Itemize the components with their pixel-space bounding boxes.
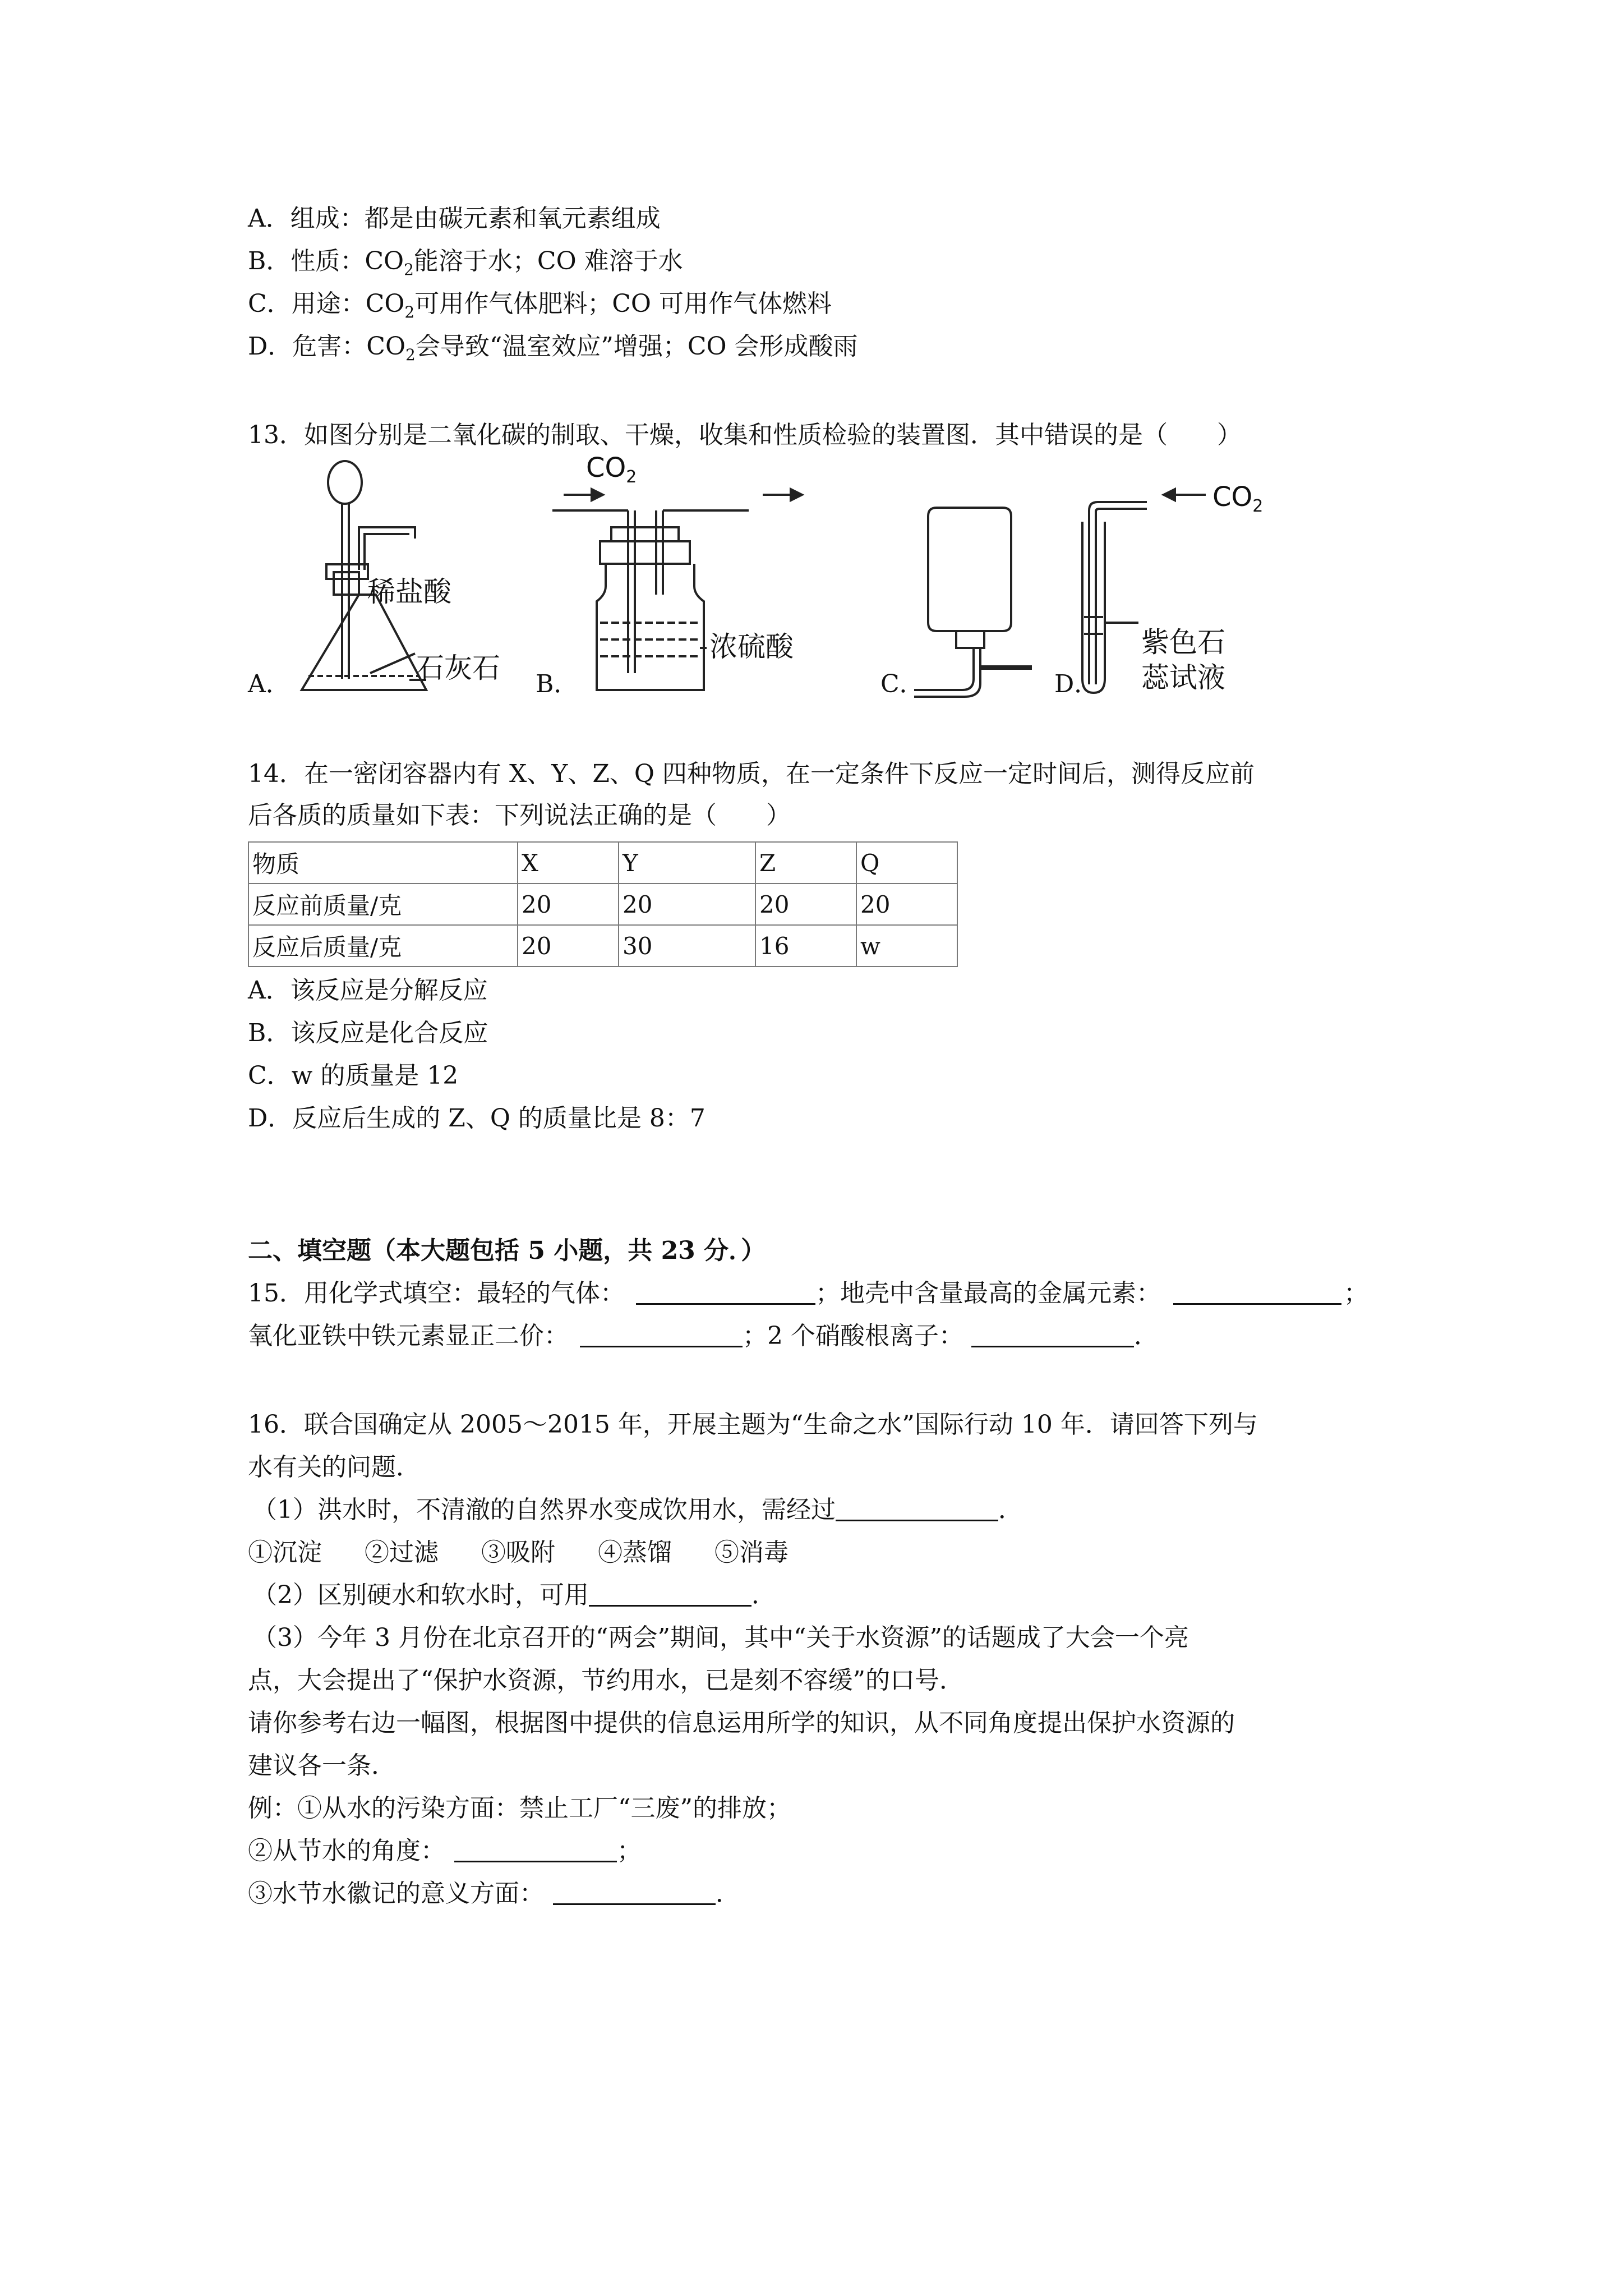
table-cell: 30: [619, 925, 755, 967]
answer-blank-metal-element[interactable]: [1173, 1278, 1341, 1305]
table-header-cell: Y: [619, 842, 755, 884]
q12-option-d-text: D．危害：CO: [248, 332, 406, 361]
table-row: [248, 925, 957, 967]
q15-text: 氧化亚铁中铁元素显正二价：: [248, 1322, 569, 1350]
table-cell: 16: [755, 925, 856, 967]
q15-line-2: [248, 1319, 1159, 1353]
q16-example-2: [248, 1834, 642, 1868]
table-cell: 20: [619, 884, 755, 925]
q16-part-3-line-4: 建议各一条．: [248, 1751, 396, 1780]
section-2-title: 二、填空题（本大题包括 5 小题，共 23 分．）: [248, 1236, 766, 1265]
label-conc-h2so4: 浓硫酸: [709, 631, 794, 663]
q15-text: 15．用化学式填空：最轻的气体：: [248, 1279, 625, 1308]
choice-item: ⑤消毒: [714, 1538, 789, 1567]
table-cell: 20: [856, 884, 957, 925]
apparatus-b-bottle: [552, 510, 749, 690]
q12-option-c: [248, 287, 832, 329]
q16-text: （2）区别硬水和软水时，可用: [252, 1581, 589, 1609]
q13-stem: 13．如图分别是二氧化碳的制取、干燥，收集和性质检验的装置图．其中错误的是（ ）: [248, 421, 1242, 449]
label-litmus-1: 紫色石: [1141, 626, 1225, 659]
answer-blank-water-saving[interactable]: [454, 1836, 617, 1862]
label-co2-d: $CO_2$: [1212, 481, 1264, 516]
table-cell: 20: [518, 925, 619, 967]
q15-text: ．: [1133, 1322, 1159, 1350]
q13-option-b-label: B．: [536, 670, 579, 698]
q12-option-c-text: 可用作气体肥料；CO 可用作气体燃料: [414, 289, 832, 318]
q16-text: ．: [751, 1581, 776, 1609]
table-row: [248, 884, 957, 925]
subscript: 2: [405, 346, 416, 364]
apparatus-c-jar: [914, 508, 1032, 697]
q14-option-c: C．w 的质量是 12: [248, 1061, 459, 1090]
q16-text: ．: [716, 1879, 740, 1908]
q16-part-3-line-2: 点，大会提出了“保护水资源，节约用水，已是刻不容缓”的口号．: [248, 1666, 964, 1695]
answer-blank-purification[interactable]: [836, 1495, 998, 1521]
q13-option-c-label: C．: [880, 670, 924, 698]
q14-option-d: D．反应后生成的 Z、Q 的质量比是 8：7: [248, 1104, 706, 1133]
table-header-row: [248, 842, 957, 884]
label-co2-b: $CO_2$: [586, 454, 637, 487]
q15-text: ；: [1344, 1279, 1368, 1308]
q16-part-1: [252, 1493, 1023, 1527]
answer-blank-lightest-gas[interactable]: [636, 1278, 815, 1305]
label-litmus-2: 蕊试液: [1141, 661, 1225, 694]
q14-option-a: A．该反应是分解反应: [248, 976, 488, 1005]
q16-text: ②从节水的角度：: [248, 1837, 445, 1865]
table-cell: 20: [755, 884, 856, 925]
q16-text: ；: [617, 1837, 642, 1865]
q16-part-3-line-3: 请你参考右边一幅图，根据图中提供的信息运用所学的知识，从不同角度提出保护水资源的: [248, 1709, 1235, 1737]
q16-part-3-line-1: （3）今年 3 月份在北京召开的“两会”期间，其中“关于水资源”的话题成了大会一个亮: [252, 1623, 1189, 1652]
q14-stem-line-1: 14．在一密闭容器内有 X、Y、Z、Q 四种物质，在一定条件下反应一定时间后，测得反应前: [248, 760, 1255, 788]
q14-mass-table: [248, 841, 958, 967]
table-header-cell: 物质: [248, 842, 518, 884]
table-cell: 反应前质量/克: [248, 884, 518, 925]
table-cell: 反应后质量/克: [248, 925, 518, 967]
choice-item: ①沉淀: [248, 1538, 322, 1567]
q12-option-d: [248, 330, 858, 372]
table-cell: 20: [518, 884, 619, 925]
q12-option-b: [248, 245, 683, 287]
table-cell: w: [856, 925, 957, 967]
choice-item: ③吸附: [481, 1538, 555, 1567]
q14-option-b: B．该反应是化合反应: [248, 1019, 488, 1047]
label-dilute-hcl: 稀盐酸: [367, 576, 451, 608]
q13-option-a-label: A．: [248, 670, 291, 698]
answer-blank-hard-soft-water[interactable]: [589, 1580, 751, 1607]
q15-line-1: [248, 1277, 1368, 1310]
q12-option-b-text: 能溶于水；CO 难溶于水: [413, 247, 683, 275]
choice-item: ④蒸馏: [598, 1538, 672, 1567]
q14-stem-line-2: 后各质的质量如下表：下列说法正确的是（ ）: [248, 801, 791, 830]
choice-item: ②过滤: [365, 1538, 439, 1567]
q13-option-d-label: D．: [1054, 670, 1099, 698]
q16-stem-line-1: 16．联合国确定从 2005～2015 年，开展主题为“生命之水”国际行动 10 年．请回答下列与: [248, 1410, 1258, 1439]
label-limestone: 石灰石: [416, 652, 500, 684]
q16-example-1: 例：①从水的污染方面：禁止工厂“三废”的排放；: [248, 1794, 791, 1823]
q16-text: ③水节水徽记的意义方面：: [248, 1879, 544, 1908]
q15-text: ；2 个硝酸根离子：: [743, 1322, 963, 1350]
q12-option-b-text: B．性质：CO: [248, 247, 404, 275]
subscript: 2: [404, 303, 415, 321]
q15-text: ；地壳中含量最高的金属元素：: [815, 1279, 1161, 1308]
q16-text: （1）洪水时，不清澈的自然界水变成饮用水，需经过: [252, 1496, 836, 1524]
table-header-cell: X: [518, 842, 619, 884]
subscript: 2: [404, 260, 414, 279]
apparatus-b-arrows: [564, 489, 802, 500]
q12-option-d-text: 会导致“温室效应”增强；CO 会形成酸雨: [415, 332, 858, 361]
q16-text: ．: [998, 1496, 1023, 1524]
answer-blank-nitrate-ions[interactable]: [971, 1321, 1134, 1347]
q16-choices: [248, 1536, 789, 1570]
table-header-cell: Z: [755, 842, 856, 884]
q12-option-a: A．组成：都是由碳元素和氧元素组成: [248, 204, 661, 233]
table-header-cell: Q: [856, 842, 957, 884]
q13-apparatus-figure: [241, 454, 1295, 707]
q16-example-3: [248, 1877, 740, 1911]
answer-blank-emblem-meaning[interactable]: [553, 1879, 716, 1905]
q16-stem-line-2: 水有关的问题．: [248, 1453, 421, 1481]
answer-blank-iron-valence[interactable]: [580, 1321, 743, 1347]
q16-part-2: [252, 1579, 776, 1612]
q12-option-c-text: C．用途：CO: [248, 289, 405, 318]
